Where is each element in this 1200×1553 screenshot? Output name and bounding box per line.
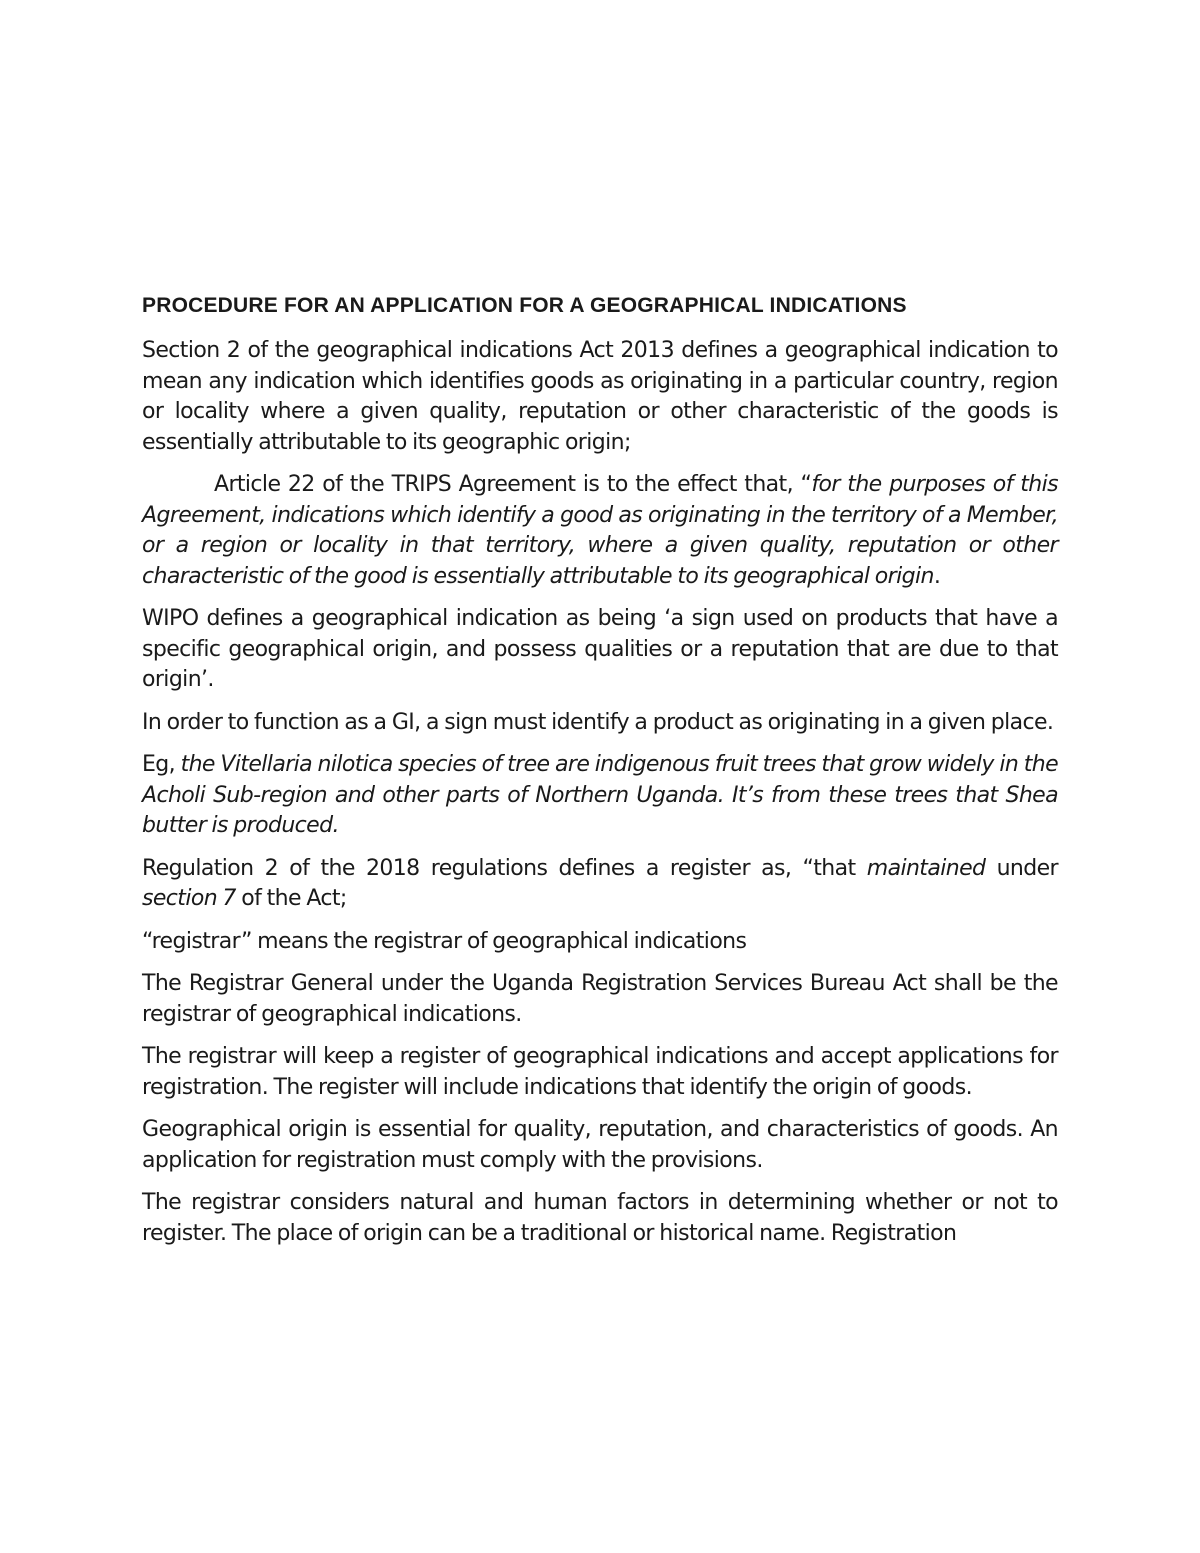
paragraph-geographical-origin: Geographical origin is essential for quality, reputation, and characteristics of goods. An application for registration must comply with the provisions. <box>142 1117 1058 1173</box>
document-page <box>142 288 1058 1261</box>
regulation-text-e: of the Act; <box>235 886 347 911</box>
paragraph-wipo: WIPO defines a geographical indication as being ‘a sign used on products that have a specific geographical origin, and possess qualities or a reputation that are due to that origin’. <box>142 606 1058 692</box>
article-22-lead: Article 22 of the TRIPS Agreement is to the effect that, “ <box>214 472 812 497</box>
example-lead: Eg, <box>142 752 181 777</box>
paragraph-regulation-2 <box>142 854 1058 915</box>
paragraph-registrar-definition: “registrar” means the registrar of geographical indications <box>142 928 747 954</box>
regulation-text-c: under <box>985 855 1058 881</box>
example-text: the Vitellaria nilotica species of tree are indigenous fruit trees that grow widely in the Acholi Sub-region and other parts of Northern Uganda. It’s from these trees that Shea butter is produced. <box>142 752 1058 838</box>
paragraph-registrar-general: The Registrar General under the Uganda Registration Services Bureau Act shall be the registrar of geographical indications. <box>142 971 1058 1027</box>
paragraph-register-keeping: The registrar will keep a register of geographical indications and accept applications for registration. The register will include indications that identify the origin of goods. <box>142 1044 1058 1100</box>
regulation-text-a: Regulation 2 of the 2018 regulations defines a register as, “that <box>142 855 867 881</box>
article-22-end: . <box>933 563 941 589</box>
paragraph-example <box>142 750 1058 842</box>
trips-quote: for the purposes of this Agreement, indications which identify a good as originating in the territory of a Member, or a region or locality in that territory, where a given quality, reputation or other characteristic of the good is essentially attributable to its geographical origin <box>142 472 1058 589</box>
paragraph-article-22 <box>142 470 1058 592</box>
paragraph-gi-function: In order to function as a GI, a sign must identify a product as originating in a given place. <box>142 709 1054 735</box>
document-title: PROCEDURE FOR AN APPLICATION FOR A GEOGRAPHICAL INDICATIONS <box>142 294 907 317</box>
paragraph-section-2: Section 2 of the geographical indications Act 2013 defines a geographical indication to mean any indication which identifies goods as originating in a particular country, region or locality where a given quality, reputation or other characteristic of the goods is essentially attributable to its geographic origin; <box>142 338 1058 455</box>
regulation-text-section: section 7 <box>142 886 236 911</box>
paragraph-registrar-factors: The registrar considers natural and human factors in determining whether or not to register. The place of origin can be a traditional or historical name. Registration <box>142 1190 1058 1246</box>
regulation-text-maintained: maintained <box>866 855 986 881</box>
